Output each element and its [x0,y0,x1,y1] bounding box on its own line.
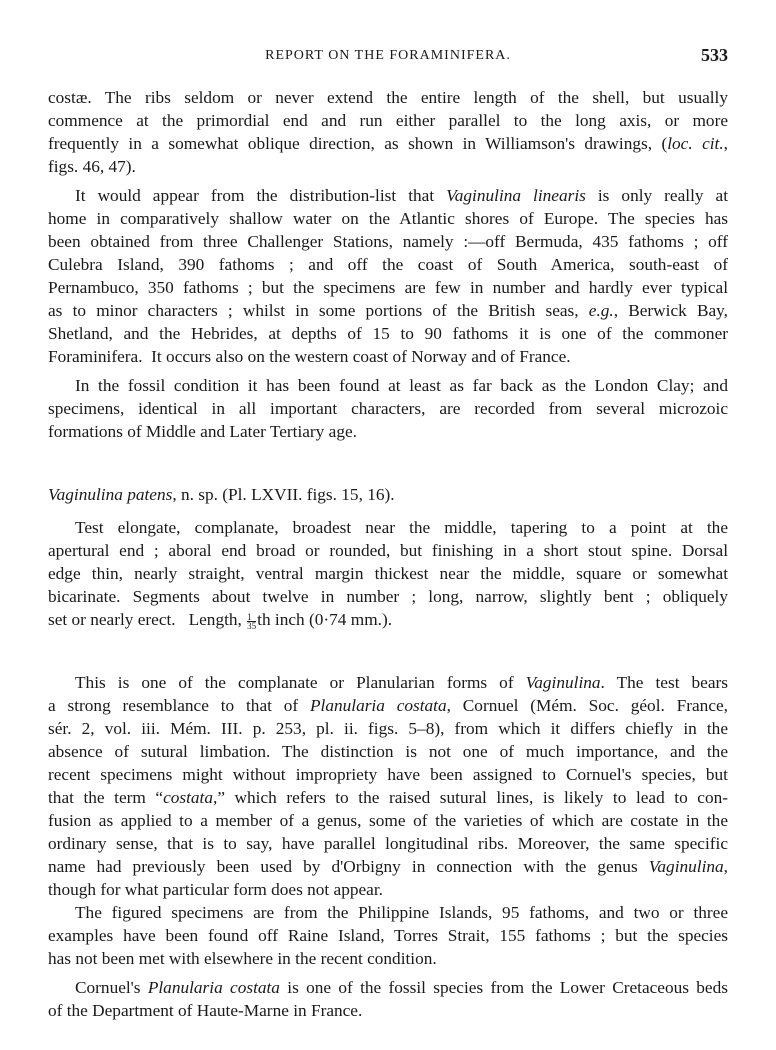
paragraph [48,184,728,368]
text-line [48,539,728,562]
text-segment: Pernambuco, 350 fathoms ; but the specimens are few in number and hardly ever typical [48,278,728,297]
text-line [48,585,728,608]
text-segment: set or nearly erect. Length, [48,610,247,629]
text-segment: This is one of the complanate or Planularian forms of [75,673,526,692]
text-segment: , Cornuel (Mém. Soc. géol. France, [446,696,728,715]
text-line [48,86,728,109]
page-body [48,86,728,1022]
italic-text: Vaginulina patens [48,485,173,504]
text-line [48,717,728,740]
text-line [48,322,728,345]
text-line [48,374,728,397]
italic-text: Vaginulina linearis [446,186,586,205]
text-line [48,809,728,832]
paragraph [48,86,728,178]
text-segment: , Berwick Bay, [613,301,728,320]
italic-text: e.g. [588,301,614,320]
text-line [48,976,728,999]
text-line [48,786,728,809]
text-segment: th inch (0·74 mm.). [257,610,393,629]
italic-text: costata [163,788,213,807]
fraction [247,613,256,630]
text-line [48,999,728,1022]
text-line [48,397,728,420]
text-line [48,947,728,970]
text-segment: is only really at [585,186,728,205]
text-line [48,671,728,694]
text-line [48,562,728,585]
text-segment: as to minor characters ; whilst in some portions of the British seas, [48,301,589,320]
text-segment: , [723,857,728,876]
paragraph [48,976,728,1022]
text-line [48,253,728,276]
text-segment: ,” which refers to the raised sutural lines, is likely to lead to con- [213,788,729,807]
text-line [48,694,728,717]
text-line [48,109,728,132]
text-segment: a strong resemblance to that of [48,696,310,715]
text-segment: absence of sutural limbation. The distinction is not one of much importance, and the [48,742,728,761]
text-segment: In the fossil condition it has been found at least as far back as the London Clay; and [75,376,728,395]
paragraph [48,901,728,970]
text-segment: been obtained from three Challenger Stations, namely :—off Bermuda, 435 fathoms ; off [48,232,728,251]
text-line [48,832,728,855]
text-line [48,230,728,253]
text-segment: edge thin, nearly straight, ventral margin thickest near the middle, square or somewhat [48,564,728,583]
paragraph [48,516,728,631]
text-line [48,740,728,763]
text-segment: home in comparatively shallow water on the Atlantic shores of Europe. The species has [48,209,728,228]
text-segment: frequently in a somewhat oblique direction, as shown in Williamson's drawings, ( [48,134,668,153]
text-line [48,763,728,786]
text-segment: fusion as applied to a member of a genus, some of the varieties of which are costate in the [48,811,728,830]
italic-text: Vaginulina [648,857,724,876]
text-segment: Test elongate, complanate, broadest near the middle, tapering to a point at the [75,518,728,537]
running-title: REPORT ON THE FORAMINIFERA. [265,48,511,63]
text-segment: costæ. The ribs seldom or never extend the entire length of the shell, but usually [48,88,728,107]
text-line [48,420,728,443]
text-line [48,901,728,924]
text-segment: , [723,134,728,153]
text-segment: It would appear from the distribution-list that [75,186,447,205]
text-line [48,184,728,207]
text-segment: Shetland, and the Hebrides, at depths of 15 to 90 fathoms it is one of the commoner [48,324,728,343]
text-segment: The figured specimens are from the Philippine Islands, 95 fathoms, and two or three [75,903,728,922]
text-line [48,299,728,322]
text-line [48,516,728,539]
text-segment: though for what particular form does not appear. [48,880,383,899]
text-segment: bicarinate. Segments about twelve in number ; long, narrow, slightly bent ; obliquely [48,587,728,606]
paragraph [48,671,728,901]
page-number: 533 [701,45,728,65]
italic-text: loc. cit. [667,134,724,153]
fraction-numerator: 1 [247,613,256,622]
text-segment: examples have been found off Raine Island, Torres Strait, 155 fathoms ; but the species [48,926,728,945]
text-segment: recent specimens might without impropriety have been assigned to Cornuel's species, but [48,765,728,784]
text-segment: name had previously been used by d'Orbigny in connection with the genus [48,857,649,876]
text-line [48,207,728,230]
text-segment: has not been met with elsewhere in the recent condition. [48,949,437,968]
italic-text: Planularia costata [309,696,447,715]
text-segment: sér. 2, vol. iii. Mém. III. p. 253, pl. ii. figs. 5–8), from which it differs chiefly in the [48,719,728,738]
text-segment: formations of Middle and Later Tertiary age. [48,422,357,441]
text-segment: Cornuel's [75,978,148,997]
text-segment: Culebra Island, 390 fathoms ; and off the coast of South America, south-east of [48,255,728,274]
text-segment: Foraminifera. It occurs also on the western coast of Norway and of France. [48,347,571,366]
text-line [48,155,728,178]
text-line [48,276,728,299]
text-segment: ordinary sense, that is to say, have parallel longitudinal ribs. Moreover, the same specific [48,834,728,853]
text-segment: apertural end ; aboral end broad or rounded, but finishing in a short stout spine. Dorsal [48,541,728,560]
text-line [48,132,728,155]
text-segment: figs. 46, 47). [48,157,136,176]
text-segment: specimens, identical in all important characters, are recorded from several microzoic [48,399,728,418]
text-segment: is one of the fossil species from the Lower Cretaceous beds [279,978,728,997]
text-line [48,483,728,506]
paragraph [48,374,728,443]
italic-text: Planularia costata [147,978,280,997]
text-segment: . The test bears [600,673,729,692]
text-line [48,345,728,368]
section-heading [48,483,728,506]
page-header [48,44,728,68]
fraction-denominator: 35 [247,620,257,631]
text-line [48,608,728,631]
text-segment: that the term “ [48,788,164,807]
text-segment: , n. sp. (Pl. LXVII. figs. 15, 16). [172,485,395,504]
text-segment: commence at the primordial end and run either parallel to the long axis, or more [48,111,728,130]
text-segment: of the Department of Haute-Marne in France. [48,1001,363,1020]
text-line [48,924,728,947]
text-line [48,878,728,901]
italic-text: Vaginulina [525,673,601,692]
text-line [48,855,728,878]
